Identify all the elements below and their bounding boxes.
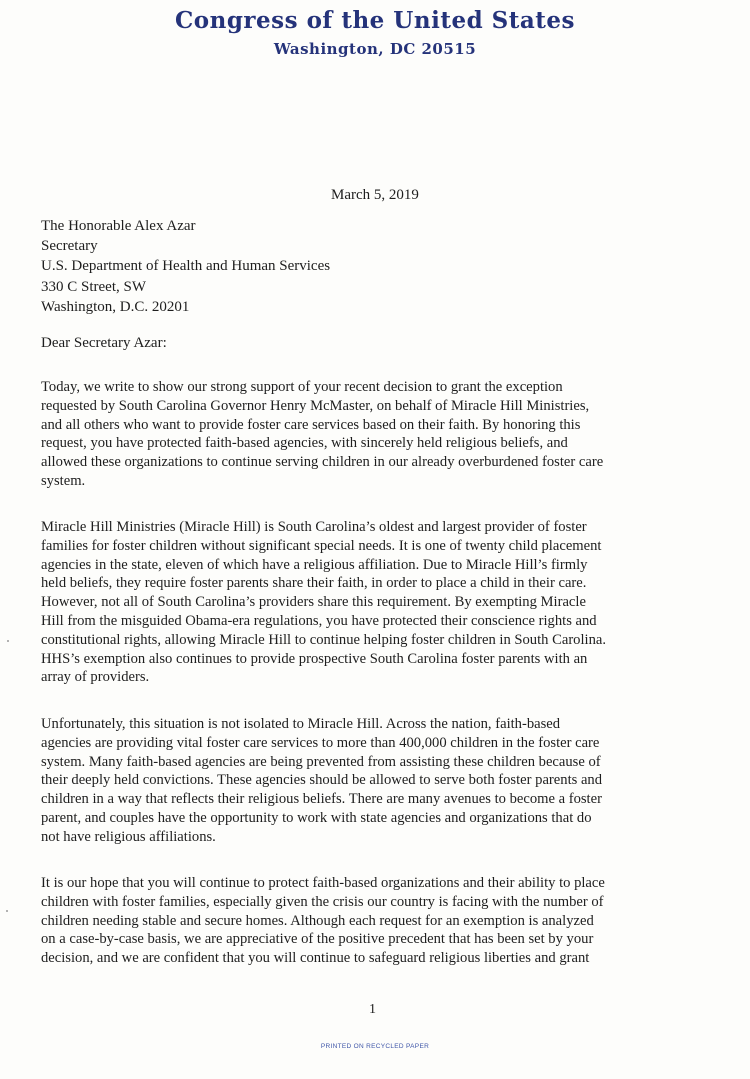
- paragraph-line: agencies in the state, eleven of which have a religious affiliation. Due to Miracle Hill’s firmly: [41, 556, 588, 573]
- letterhead: [0, 6, 750, 60]
- paragraph-line: their deeply held convictions. These agencies should be allowed to serve both foster parents and: [41, 772, 603, 789]
- recipient-address: [41, 216, 330, 317]
- recipient-street: 330 C Street, SW: [41, 278, 146, 295]
- paragraph-line: It is our hope that you will continue to protect faith-based organizations and their ability to place: [41, 875, 605, 891]
- paragraph-line: allowed these organizations to continue serving children in our already overburdened foster care: [41, 454, 604, 471]
- body-paragraph-4: [41, 874, 741, 968]
- paragraph-line: request, you have protected faith-based agencies, with sincerely held religious beliefs, and: [41, 435, 568, 452]
- page-number: 1: [369, 1002, 376, 1017]
- paragraph-line: held beliefs, they require foster parents share their faith, in order to place a child in their care.: [41, 575, 587, 592]
- paragraph-line: requested by South Carolina Governor Henry McMaster, on behalf of Miracle Hill Ministries,: [41, 397, 590, 414]
- paragraph-line: on a case-by-case basis, we are appreciative of the positive precedent that has been set by your: [41, 931, 594, 948]
- recipient-name: The Honorable Alex Azar: [41, 218, 196, 234]
- paragraph-line: children needing stable and secure homes. Although each request for an exemption is analyzed: [41, 912, 594, 929]
- paragraph-line: agencies are providing vital foster care services to more than 400,000 children in the foster care: [41, 734, 600, 751]
- paragraph-line: Miracle Hill Ministries (Miracle Hill) is South Carolina’s oldest and largest provider of foster: [41, 519, 587, 535]
- paragraph-line: system.: [41, 472, 86, 489]
- letterhead-subtitle: Washington, DC 20515: [273, 40, 477, 58]
- salutation: Dear Secretary Azar:: [41, 335, 167, 351]
- paragraph-line: children with foster families, especially given the crisis our country is facing with the number of: [41, 893, 604, 910]
- paragraph-line: children in a way that reflects their religious beliefs. There are many avenues to become a foster: [41, 791, 602, 808]
- body-paragraph-3: [41, 715, 741, 847]
- paragraph-line: Unfortunately, this situation is not isolated to Miracle Hill. Across the nation, faith-based: [41, 716, 561, 732]
- paragraph-line: However, not all of South Carolina’s providers share this requirement. By exempting Miracle: [41, 594, 586, 611]
- paragraph-line: constitutional rights, allowing Miracle Hill to continue helping foster children in South Carolina.: [41, 631, 607, 648]
- body-paragraph-1: [41, 378, 741, 491]
- recipient-city: Washington, D.C. 20201: [41, 298, 190, 315]
- recipient-department: U.S. Department of Health and Human Services: [41, 258, 331, 275]
- paragraph-line: system. Many faith-based agencies are being prevented from assisting these children because of: [41, 753, 601, 770]
- letterhead-title: Congress of the United States: [174, 7, 576, 34]
- paragraph-line: parent, and couples have the opportunity to work with state agencies and organizations that do: [41, 809, 592, 826]
- body-paragraph-2: [41, 518, 741, 687]
- paragraph-line: array of providers.: [41, 669, 150, 686]
- paragraph-line: not have religious affiliations.: [41, 828, 216, 845]
- paragraph-line: and all others who want to provide foster care services based on their faith. By honoring this: [41, 416, 581, 433]
- paragraph-line: HHS’s exemption also continues to provide prospective South Carolina foster parents with an: [41, 650, 588, 667]
- paragraph-line: families for foster children without significant special needs. It is one of twenty child placement: [41, 537, 602, 554]
- scan-speck: [7, 640, 9, 642]
- recycled-paper-notice: PRINTED ON RECYCLED PAPER: [320, 1043, 430, 1050]
- letter-date: March 5, 2019: [331, 187, 419, 203]
- paragraph-line: decision, and we are confident that you will continue to safeguard religious liberties and grant: [41, 950, 590, 967]
- paragraph-line: Today, we write to show our strong support of your recent decision to grant the exception: [41, 379, 563, 395]
- paragraph-line: Hill from the misguided Obama-era regulations, you have protected their conscience rights and: [41, 612, 597, 629]
- scan-speck: [6, 910, 8, 912]
- recipient-title: Secretary: [41, 238, 98, 255]
